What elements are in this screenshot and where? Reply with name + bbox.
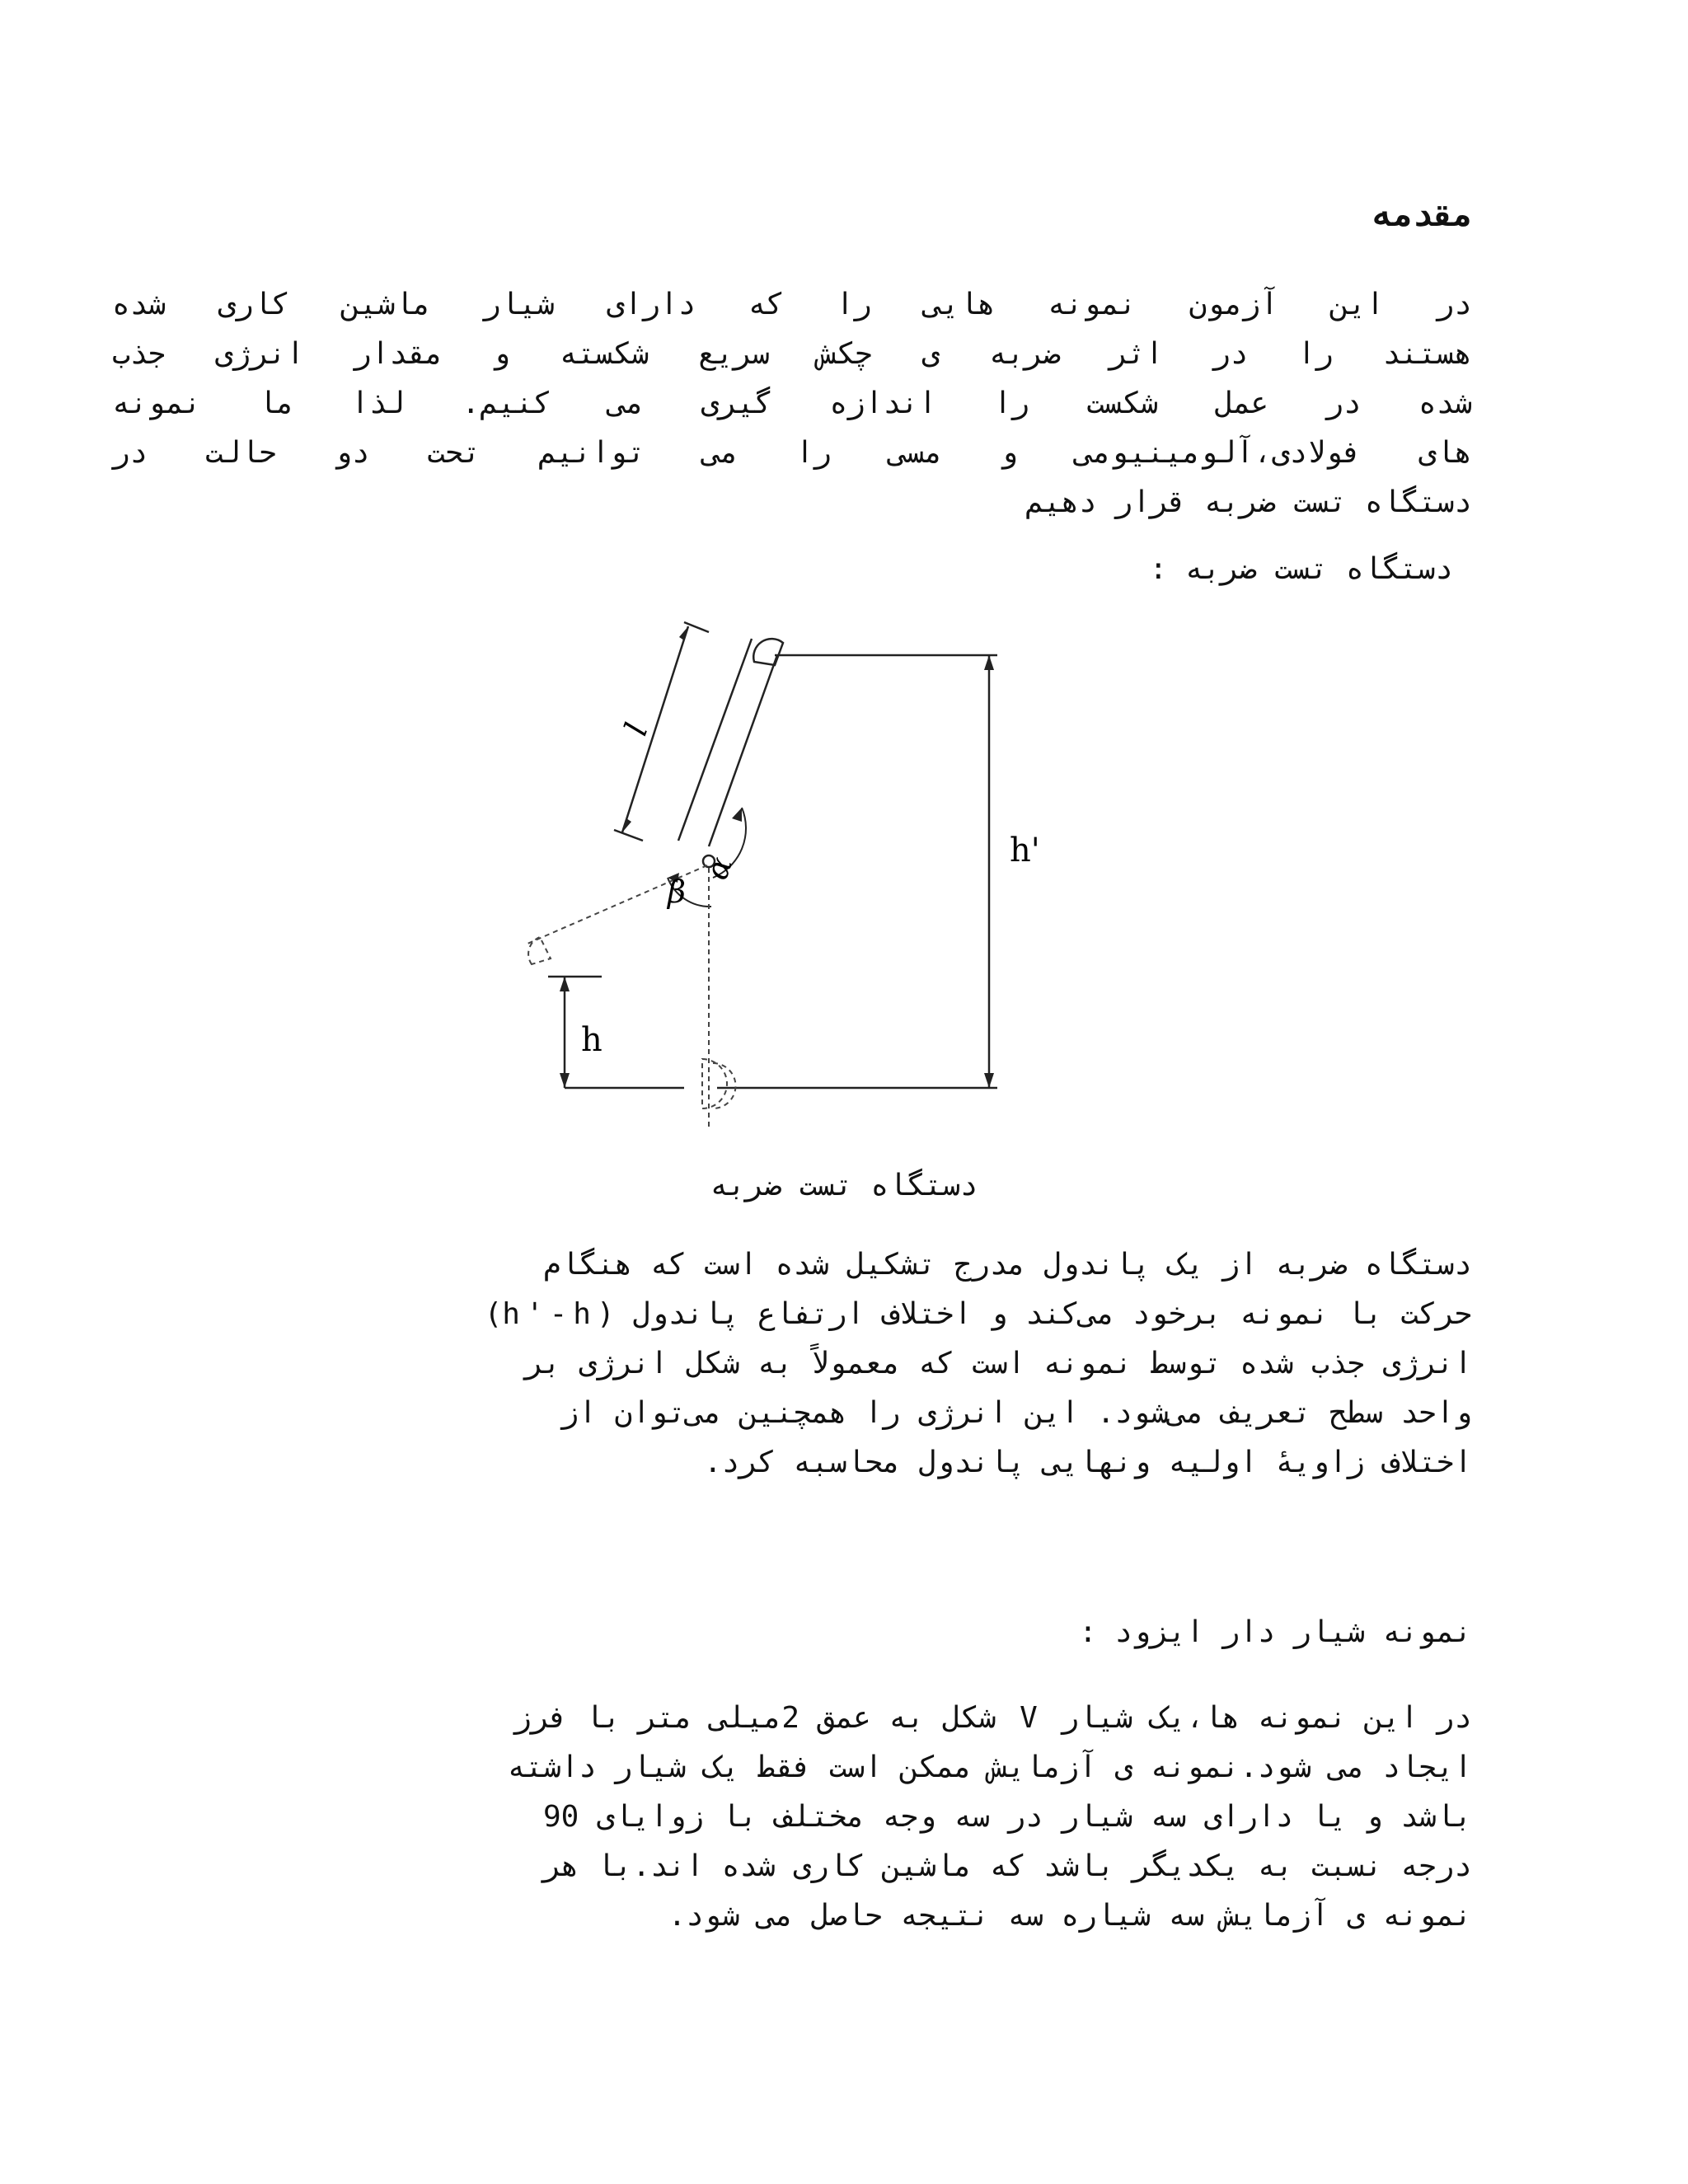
arrow-h-bottom [560,1073,570,1088]
arrow-alpha [732,808,742,822]
pendulum-line-5: اختلاف زاویهٔ اولیه ونهایی پاندول محاسبه کرد. [704,1446,1472,1479]
hammer-start [753,639,783,665]
figure-caption: دستگاه تست ضربه [710,1169,978,1202]
pendulum-rod-right [709,655,777,846]
section-heading-introduction: مقدمه [1372,196,1472,234]
label-alpha: α [698,851,740,885]
intro-line-5: دستگاه تست ضربه قرار دهیم [1025,485,1472,519]
arrow-h-top [560,977,570,991]
intro-line-3: شده در عمل شکست را اندازه گیری می کنیم. لذا ما نمونه [112,387,1472,420]
intro-paragraph [112,280,1472,527]
notch-line-2: ایجاد می شود.نمونه ی آزمایش ممکن است فقط یک شیار داشته [507,1750,1472,1784]
length-tick-bottom [614,830,643,841]
hammer-bottom-right [713,1063,736,1108]
label-h: h [581,1021,603,1059]
intro-line-1: در این آزمون نمونه هایی را که دارای شیار ماشین کاری شده [112,288,1472,321]
pendulum-paragraph [277,1240,1472,1488]
impact-tester-diagram [581,614,1040,1133]
notch-line-4: درجه نسبت به یکدیگر باشد که ماشین کاری شده اند.با هر [542,1849,1472,1883]
arrow-h-prime-top [984,655,994,670]
notch-paragraph [236,1694,1472,1941]
pendulum-line-3: انرژی جذب شده توسط نمونه است که معمولاً به شکل انرژی بر [525,1347,1472,1380]
device-label: دستگاه تست ضربه : [1149,552,1453,586]
notch-line-3: باشد و یا دارای سه شیار در سه وجه مختلف با زوایای 90 [542,1800,1472,1834]
pendulum-line-4: واحد سطح تعریف می‌شود. این انرژی را همچنین می‌توان از [560,1396,1472,1430]
intro-line-2: هستند را در اثر ضربه ی چکش سریع شکسته و مقدار انرژی جذب [112,337,1472,371]
pendulum-line-1: دستگاه ضربه از یک پاندول مدرج تشکیل شده است که هنگام [542,1248,1472,1282]
label-h-prime: h' [1010,832,1040,869]
arrow-h-prime-bottom [984,1073,994,1088]
intro-line-4: های فولادی،آلومینیومی و مسی را می توانیم تحت دو حالت در [112,436,1472,470]
label-beta: β [668,874,686,910]
notch-line-1: در این نمونه ها،یک شیار V شکل به عمق 2میلی متر با فرز [513,1701,1472,1735]
pendulum-line-2: حرکت با نمونه برخود می‌کند و اختلاف ارتفاع پاندول (h'-h) [484,1297,1472,1331]
label-l: l [617,718,655,741]
notch-line-5: نمونه ی آزمایش سه شیاره سه نتیجه حاصل می شود. [668,1899,1472,1933]
notch-specimen-label: نمونه شیار دار ایزود : [1079,1615,1472,1649]
